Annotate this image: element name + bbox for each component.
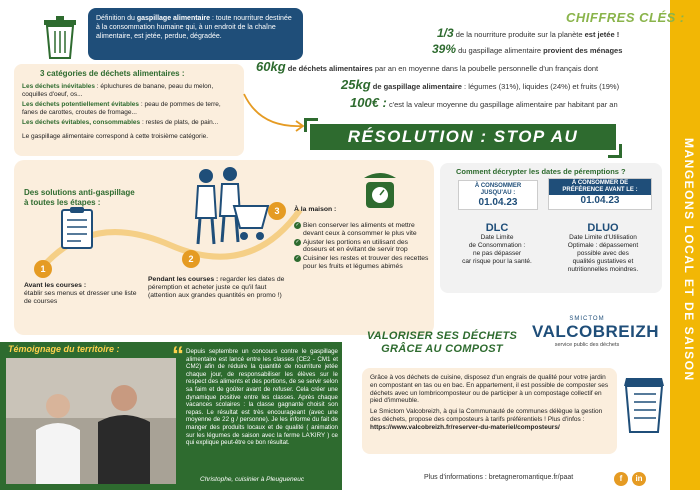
dluo-label-header: À CONSOMMER DE PRÉFÉRENCE AVANT LE : bbox=[549, 179, 651, 195]
dluo-line: qualités gustatives et bbox=[572, 258, 634, 265]
dlc-title: DLC bbox=[485, 222, 509, 234]
dluo-title: DLUO bbox=[587, 222, 619, 234]
dlc-label-header: À CONSOMMER JUSQU'AU : bbox=[459, 181, 537, 197]
step-1-description: établir ses menus et dresser une liste de courses bbox=[24, 290, 137, 305]
dluo-line: nutritionnelles moindres. bbox=[567, 266, 639, 273]
resolution-banner: RÉSOLUTION : STOP AU bbox=[310, 124, 616, 150]
curved-arrow-icon bbox=[240, 88, 310, 136]
compost-bin-icon bbox=[622, 372, 668, 436]
compost-box bbox=[362, 368, 617, 454]
key-figure-line bbox=[341, 77, 619, 92]
side-banner bbox=[670, 0, 700, 490]
category-label: Les déchets potentiellement évitables bbox=[22, 101, 140, 108]
key-figure-value: 25kg bbox=[341, 77, 371, 92]
dluo-label bbox=[548, 178, 652, 210]
solutions-title-line: à toutes les étapes : bbox=[24, 198, 101, 207]
step-3-title-text: À la maison : bbox=[294, 206, 337, 213]
category-item bbox=[22, 101, 236, 117]
step-2-title: Pendant les courses : bbox=[148, 276, 219, 283]
key-figure-bold: de gaspillage alimentaire bbox=[372, 82, 462, 91]
categories-card bbox=[14, 64, 244, 156]
dluo-line: Date Limite d'Utilisation bbox=[569, 234, 637, 241]
chefs-photo-illustration bbox=[6, 358, 176, 484]
compost-title-line: GRÂCE AU COMPOST bbox=[381, 343, 503, 355]
compost-title bbox=[362, 330, 522, 356]
dlc-line: ne pas dépasser bbox=[472, 250, 522, 257]
key-figure-text: de la nourriture produite sur la planète bbox=[453, 30, 585, 39]
step-1-title: Avant les courses : bbox=[24, 282, 87, 289]
key-figure-line bbox=[432, 42, 622, 56]
categories-list bbox=[22, 83, 236, 127]
definition-text: : toute nourriture destinée à la consommation humaine qui, à un endroit de la chaîne alimentaire, est jetée, perdue, dégradée. bbox=[96, 15, 292, 40]
dlc-date: 01.04.23 bbox=[478, 197, 518, 208]
dlc-line: car risque pour la santé. bbox=[462, 258, 532, 265]
step-3-title bbox=[294, 206, 336, 214]
key-figure-value: 100€ : bbox=[350, 95, 387, 110]
definition-box bbox=[88, 8, 303, 60]
quote-icon: “ bbox=[172, 342, 184, 369]
footer-text[interactable]: Plus d'informations : bretagneromantique.fr/paat bbox=[424, 474, 574, 481]
key-figure-value: 1/3 bbox=[437, 26, 454, 40]
check-icon: ✓ bbox=[295, 222, 300, 228]
home-tip-text: Ajuster les portions en utilisant des doseurs et en évitant de servir trop bbox=[303, 238, 409, 254]
categories-footer: Le gaspillage alimentaire correspond à cette troisième catégorie. bbox=[22, 133, 209, 140]
dlc-label bbox=[458, 180, 538, 210]
step-2-text bbox=[148, 276, 288, 300]
compost-text: Le Smictom Valcobreizh, à qui la Communauté de communes délègue la gestion des déchets, propose des composteurs à tarifs préférentiels ! Plus d'infos : bbox=[370, 408, 603, 423]
valco-small: SMICTOM bbox=[569, 316, 605, 322]
testimony-photo bbox=[6, 358, 176, 484]
compost-link[interactable]: https://www.valcobreizh.fr/reserver-du-materiel/composteurs/ bbox=[370, 423, 560, 431]
footer bbox=[362, 470, 667, 488]
category-label: Les déchets évitables, consommables bbox=[22, 119, 141, 126]
step-3-number: 3 bbox=[268, 202, 286, 220]
trash-bin-icon bbox=[40, 14, 80, 62]
step-1-number: 1 bbox=[34, 260, 52, 278]
category-text: : épluchures de banane, peau du melon, coquilles d'oeuf, os... bbox=[22, 83, 214, 98]
home-tip-item bbox=[294, 239, 430, 255]
dluo-date: 01.04.23 bbox=[580, 195, 620, 206]
facebook-icon[interactable]: f bbox=[614, 472, 628, 486]
valco-sub: service public des déchets bbox=[554, 342, 620, 348]
definition-term: gaspillage alimentaire bbox=[136, 15, 211, 22]
shopping-list-icon bbox=[56, 206, 98, 252]
dluo-body bbox=[548, 234, 658, 274]
testimony-title: Témoignage du territoire : bbox=[8, 344, 120, 354]
solutions-title-line: Des solutions anti-gaspillage bbox=[24, 188, 135, 197]
key-figure-after: par an en moyenne dans la poubelle personnelle d'un français dont bbox=[372, 64, 599, 73]
kitchen-scale-icon bbox=[360, 170, 400, 212]
key-figures-title: CHIFFRES CLÉS : bbox=[566, 10, 685, 25]
home-tip-text: Bien conserver les aliments et mettre devant ceux à consommer le plus vite bbox=[303, 222, 417, 237]
compost-text: Grâce à vos déchets de cuisine, disposez d'un engrais de qualité pour votre jardin en compostant en tas ou en bac. En appartement, il est possible de composter ses déchets avec un lombricomposteur ou de participer à un compostage collectif en pied d'immeuble. bbox=[370, 374, 609, 405]
step-2-number: 2 bbox=[182, 250, 200, 268]
key-figure-text: c'est la valeur moyenne du gaspillage alimentaire par habitant par an bbox=[386, 100, 618, 109]
step-1-text bbox=[24, 282, 144, 306]
side-banner-text: MANGEONS LOCAL ET DE SAISON bbox=[682, 138, 696, 382]
home-tip-item bbox=[294, 255, 430, 271]
dlc-line: Date Limite bbox=[480, 234, 514, 241]
key-figure-bold: de déchets alimentaires bbox=[287, 64, 373, 73]
testimony-text: Depuis septembre un concours contre le gaspillage alimentaire est lancé entre les classes (CE2 - CM1 et CM2) afin de réduire la quantité de nourriture jetée chaque jour, de responsabiliser les élèves sur le respect des aliments et des portions, de se servir selon sa faim et de goûter avant de refuser. Cela créer une dynamique positive entre les classes. Après chaque vacances scolaires : la classe gagnante choisit son repas. Le résultat est très encourageant (avec une moyenne de 22 g / personne). Je les informe du fait de manger des produits locaux et de qualité ( animation sur les légumes de saison avec la ferme LA'KIRY ) ce qui explique peut-être ce bon résultat. bbox=[186, 348, 338, 447]
testimony-signature: Christophe, cuisinier à Pleugueneuc bbox=[200, 476, 305, 483]
key-figure-line bbox=[256, 59, 598, 74]
valcobreizh-logo bbox=[532, 316, 660, 364]
key-figure-bold: est jetée ! bbox=[584, 30, 620, 39]
key-figure-value: 60kg bbox=[256, 59, 286, 74]
category-label: Les déchets inévitables bbox=[22, 83, 95, 90]
key-figure-line bbox=[350, 95, 618, 110]
category-item bbox=[22, 83, 236, 99]
compost-title-line: VALORISER SES DÉCHETS bbox=[366, 330, 518, 342]
dlc-body bbox=[448, 234, 546, 266]
linkedin-icon[interactable]: in bbox=[632, 472, 646, 486]
dluo-line: Optimale : dépassement bbox=[567, 242, 639, 249]
shoppers-illustration bbox=[172, 166, 272, 248]
categories-title: 3 catégories de déchets alimentaires : bbox=[40, 69, 185, 78]
check-icon: ✓ bbox=[295, 238, 300, 245]
key-figure-after: : légumes (31%), liquides (24%) et fruits (19%) bbox=[461, 82, 620, 91]
key-figure-text: du gaspillage alimentaire bbox=[456, 46, 544, 55]
dlc-line: de Consommation : bbox=[468, 242, 526, 249]
category-item bbox=[22, 119, 236, 127]
home-tips-list bbox=[294, 222, 430, 272]
valco-name: VALCOBREIZH bbox=[532, 322, 660, 341]
dluo-explanation bbox=[548, 222, 658, 274]
home-tip-item bbox=[294, 222, 430, 238]
step-2-description: regarder les dates de péremption et acheter juste ce qu'il faut (attention aux grandes quantités en promo !) bbox=[148, 276, 285, 299]
key-figure-bold: provient des ménages bbox=[543, 46, 623, 55]
dluo-line: possible avec des bbox=[577, 250, 629, 257]
key-figure-value: 39% bbox=[432, 42, 457, 56]
dlc-explanation bbox=[448, 222, 546, 266]
dates-question: Comment décrypter les dates de péremptions ? bbox=[456, 167, 626, 176]
definition-prefix: Définition du bbox=[96, 15, 137, 22]
key-figure-line bbox=[437, 26, 619, 40]
category-text: : peau de pommes de terre, fanes de carottes, croutes de fromage... bbox=[22, 101, 221, 116]
home-tip-text: Cuisiner les restes et trouver des recettes pour les fruits et légumes abimés bbox=[303, 255, 429, 270]
category-text: : restes de plats, de pain... bbox=[140, 119, 219, 126]
check-icon: ✓ bbox=[295, 255, 300, 262]
